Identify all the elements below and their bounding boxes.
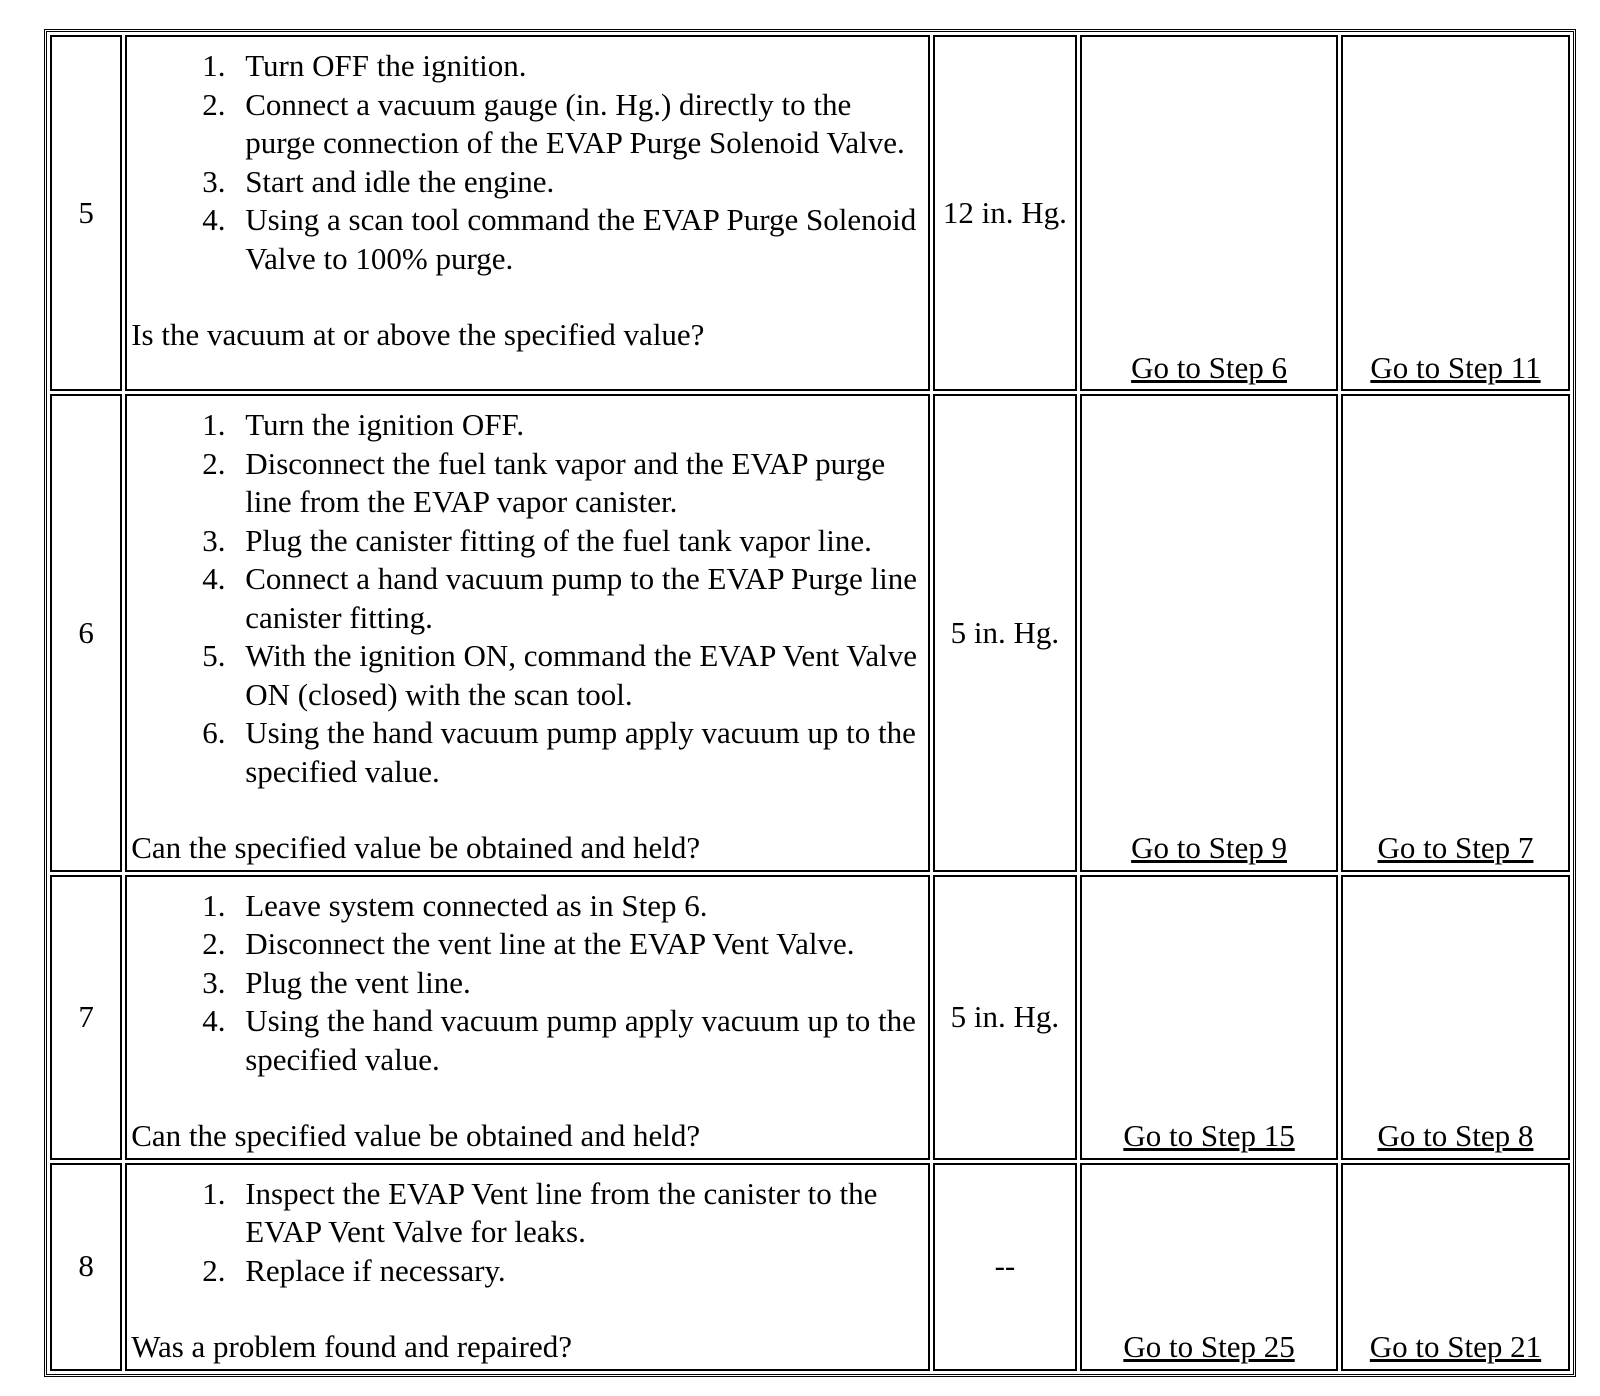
no-action-cell <box>1341 35 1570 391</box>
specified-value-cell: 12 in. Hg. <box>933 35 1077 391</box>
step-number-cell: 7 <box>50 875 122 1160</box>
instruction-list <box>131 887 924 1080</box>
yes-action-cell <box>1080 394 1338 872</box>
instructions-cell <box>125 1163 930 1371</box>
instruction-item: 1. Turn the ignition OFF. <box>233 406 924 445</box>
table-row-step-7 <box>50 875 1570 1160</box>
instruction-item: 2. Replace if necessary. <box>233 1252 924 1291</box>
instruction-item: 1. Turn OFF the ignition. <box>233 47 924 86</box>
step-number-cell: 8 <box>50 1163 122 1371</box>
go-to-step-link[interactable]: Go to Step 7 <box>1377 830 1534 865</box>
go-to-step-link[interactable]: Go to Step 25 <box>1123 1329 1295 1364</box>
go-to-step-link[interactable]: Go to Step 11 <box>1370 349 1541 385</box>
go-to-step-link[interactable]: Go to Step 6 <box>1131 349 1287 385</box>
specified-value-cell: -- <box>933 1163 1077 1371</box>
go-to-step-link[interactable]: Go to Step 9 <box>1131 830 1287 865</box>
instructions-cell <box>125 875 930 1160</box>
go-to-step-link[interactable]: Go to Step 21 <box>1369 1329 1542 1364</box>
instructions-cell <box>125 35 930 391</box>
instruction-item: 6. Using the hand vacuum pump apply vacuum up to the specified value. <box>233 714 924 791</box>
instruction-item: 2. Disconnect the vent line at the EVAP Vent Valve. <box>233 925 924 964</box>
instruction-item: 4. Using a scan tool command the EVAP Purge Solenoid Valve to 100% purge. <box>233 201 924 278</box>
instruction-item: 3. Plug the canister fitting of the fuel tank vapor line. <box>233 522 924 561</box>
question-text: Can the specified value be obtained and held? <box>131 1118 701 1153</box>
step-number-cell: 6 <box>50 394 122 872</box>
table-row-step-8 <box>50 1163 1570 1371</box>
question-text: Is the vacuum at or above the specified value? <box>131 317 705 352</box>
instruction-list <box>131 1175 924 1291</box>
yes-action-cell <box>1080 875 1338 1160</box>
specified-value-cell: 5 in. Hg. <box>933 394 1077 872</box>
instruction-item: 3. Plug the vent line. <box>233 964 924 1003</box>
go-to-step-link[interactable]: Go to Step 15 <box>1123 1118 1295 1153</box>
question-text: Can the specified value be obtained and held? <box>131 830 701 865</box>
no-action-cell <box>1341 394 1570 872</box>
instruction-item: 1. Leave system connected as in Step 6. <box>233 887 924 926</box>
no-action-cell <box>1341 1163 1570 1371</box>
instruction-item: 5. With the ignition ON, command the EVAP Vent Valve ON (closed) with the scan tool. <box>233 637 924 714</box>
question-text: Was a problem found and repaired? <box>131 1329 572 1364</box>
instruction-list <box>131 406 924 791</box>
table-row-step-6 <box>50 394 1570 872</box>
instruction-item: 4. Using the hand vacuum pump apply vacuum up to the specified value. <box>233 1002 924 1079</box>
instruction-list <box>131 47 924 278</box>
step-number-cell: 5 <box>50 35 122 391</box>
instructions-cell <box>125 394 930 872</box>
specified-value-cell: 5 in. Hg. <box>933 875 1077 1160</box>
instruction-item: 2. Disconnect the fuel tank vapor and the EVAP purge line from the EVAP vapor canister. <box>233 445 924 522</box>
instruction-item: 2. Connect a vacuum gauge (in. Hg.) directly to the purge connection of the EVAP Purge Solenoid Valve. <box>233 86 924 163</box>
diagnostic-table <box>44 29 1576 1377</box>
instruction-item: 1. Inspect the EVAP Vent line from the canister to the EVAP Vent Valve for leaks. <box>233 1175 924 1252</box>
go-to-step-link[interactable]: Go to Step 8 <box>1377 1118 1534 1153</box>
instruction-item: 4. Connect a hand vacuum pump to the EVAP Purge line canister fitting. <box>233 560 924 637</box>
no-action-cell <box>1341 875 1570 1160</box>
table-row-step-5 <box>50 35 1570 391</box>
yes-action-cell <box>1080 1163 1338 1371</box>
instruction-item: 3. Start and idle the engine. <box>233 163 924 202</box>
yes-action-cell <box>1080 35 1338 391</box>
